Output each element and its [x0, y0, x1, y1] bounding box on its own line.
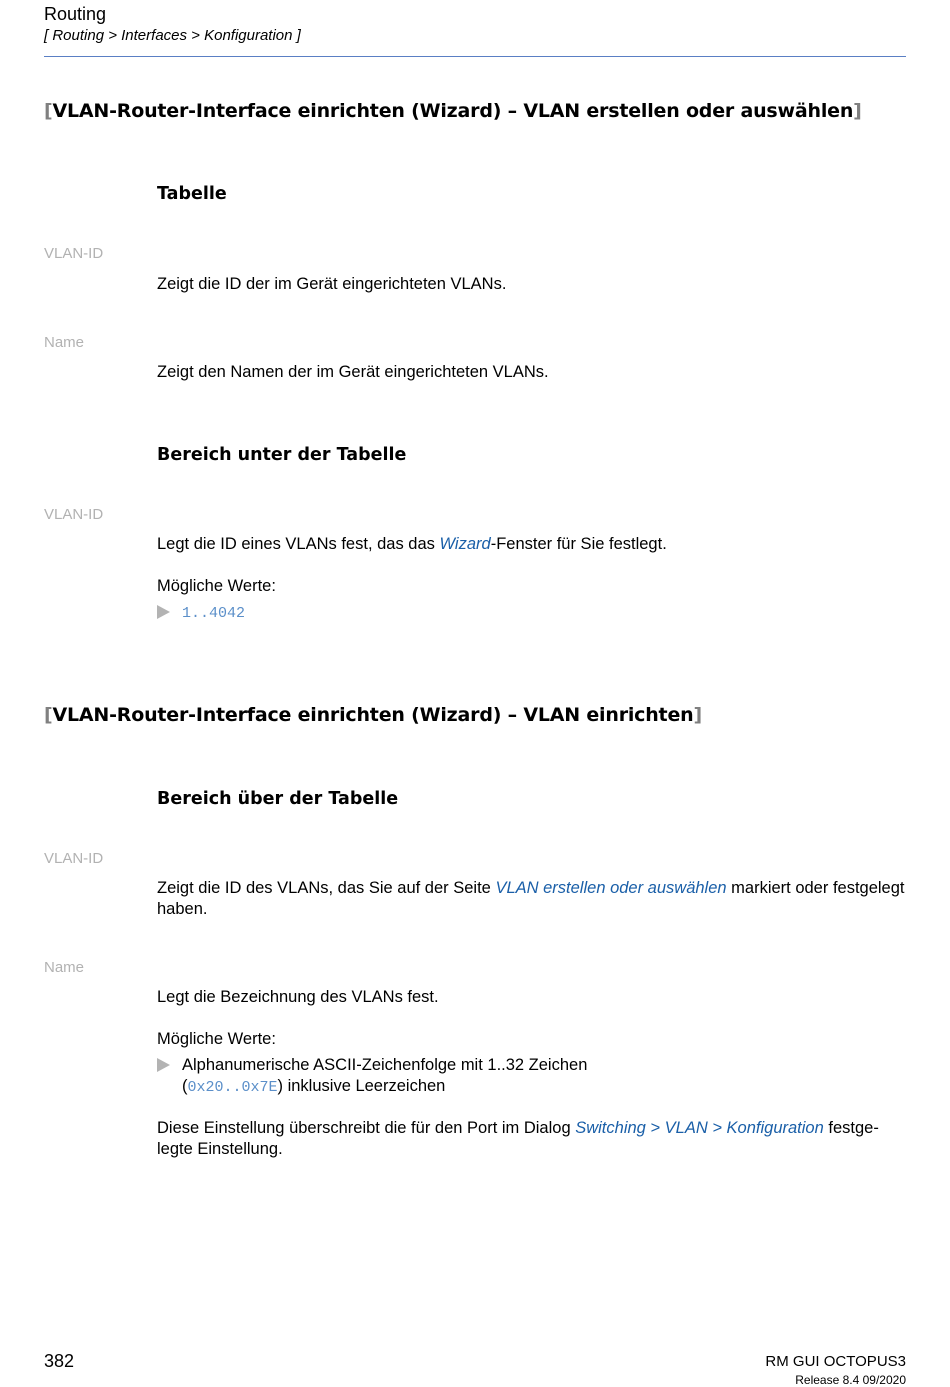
switching-vlan-config-link[interactable]: Switching > VLAN > Konfiguration — [575, 1119, 824, 1137]
subheading-below-table: Bereich unter der Tabelle — [157, 445, 407, 465]
field-label-name-2: Name — [44, 959, 85, 976]
page-number: 382 — [44, 1351, 75, 1371]
possible-values-label-2: Mögliche Werte: — [157, 1030, 276, 1048]
section-heading-setup-vlan — [44, 704, 702, 726]
field-label-vlan-id: VLAN-ID — [44, 245, 104, 262]
field-label-name: Name — [44, 334, 85, 351]
section-title: VLAN-Router-Interface einrichten (Wizard) – VLAN erstellen oder auswählen — [52, 100, 854, 122]
field-label-vlan-id-2: VLAN-ID — [44, 850, 104, 867]
field-desc-name: Zeigt den Namen der im Gerät eingerichteten VLANs. — [157, 363, 549, 381]
bracket-open: [ — [44, 704, 53, 726]
value-text: ( — [182, 1077, 188, 1095]
section-title: VLAN-Router-Interface einrichten (Wizard) – VLAN einrichten — [52, 704, 694, 726]
bullet-triangle-icon — [157, 605, 170, 619]
value-description — [157, 1055, 909, 1098]
field-label-vlan-id-below: VLAN-ID — [44, 506, 104, 523]
note-paragraph — [157, 1118, 897, 1160]
document-name: RM GUI OCTOPUS3 — [765, 1353, 906, 1370]
section-heading-create-select — [44, 100, 862, 122]
bullet-triangle-icon — [157, 1058, 170, 1072]
field-desc-name-2: Legt die Bezeichnung des VLANs fest. — [157, 988, 439, 1006]
desc-text: markiert oder festgelegt haben. — [157, 879, 905, 918]
note-text: festge-legte Einstellung. — [157, 1119, 879, 1158]
possible-values-label: Mögliche Werte: — [157, 577, 276, 595]
bracket-close: ] — [853, 100, 862, 122]
page-header-title: Routing — [44, 4, 107, 24]
value-range: 1..4042 — [182, 605, 246, 622]
desc-text: -Fenster für Sie festlegt. — [490, 535, 667, 553]
breadcrumb: [ Routing > Interfaces > Konfiguration ] — [44, 27, 301, 44]
value-code: 0x20..0x7E — [187, 1079, 278, 1096]
field-desc-vlan-id-2 — [157, 878, 909, 920]
subheading-table: Tabelle — [157, 184, 227, 204]
list-item — [157, 602, 245, 624]
list-item — [157, 1055, 909, 1098]
bracket-close: ] — [693, 704, 702, 726]
desc-text: Zeigt die ID des VLANs, das Sie auf der Seite — [157, 879, 496, 897]
bracket-open: [ — [44, 100, 53, 122]
field-desc-vlan-id-below — [157, 534, 909, 555]
wizard-link[interactable]: Wizard — [439, 535, 491, 553]
vlan-create-select-link[interactable]: VLAN erstellen oder auswählen — [495, 879, 727, 897]
value-text: Alphanumerische ASCII-Zeichenfolge mit 1..32 Zeichen — [182, 1056, 588, 1074]
value-text: ) inklusive Leerzeichen — [277, 1077, 446, 1095]
field-desc-vlan-id: Zeigt die ID der im Gerät eingerichteten VLANs. — [157, 275, 507, 293]
subheading-above-table: Bereich über der Tabelle — [157, 789, 399, 809]
header-divider — [44, 56, 906, 57]
note-text: Diese Einstellung überschreibt die für den Port im Dialog — [157, 1119, 576, 1137]
release-info: Release 8.4 09/2020 — [795, 1373, 906, 1387]
desc-text: Legt die ID eines VLANs fest, das das — [157, 535, 440, 553]
